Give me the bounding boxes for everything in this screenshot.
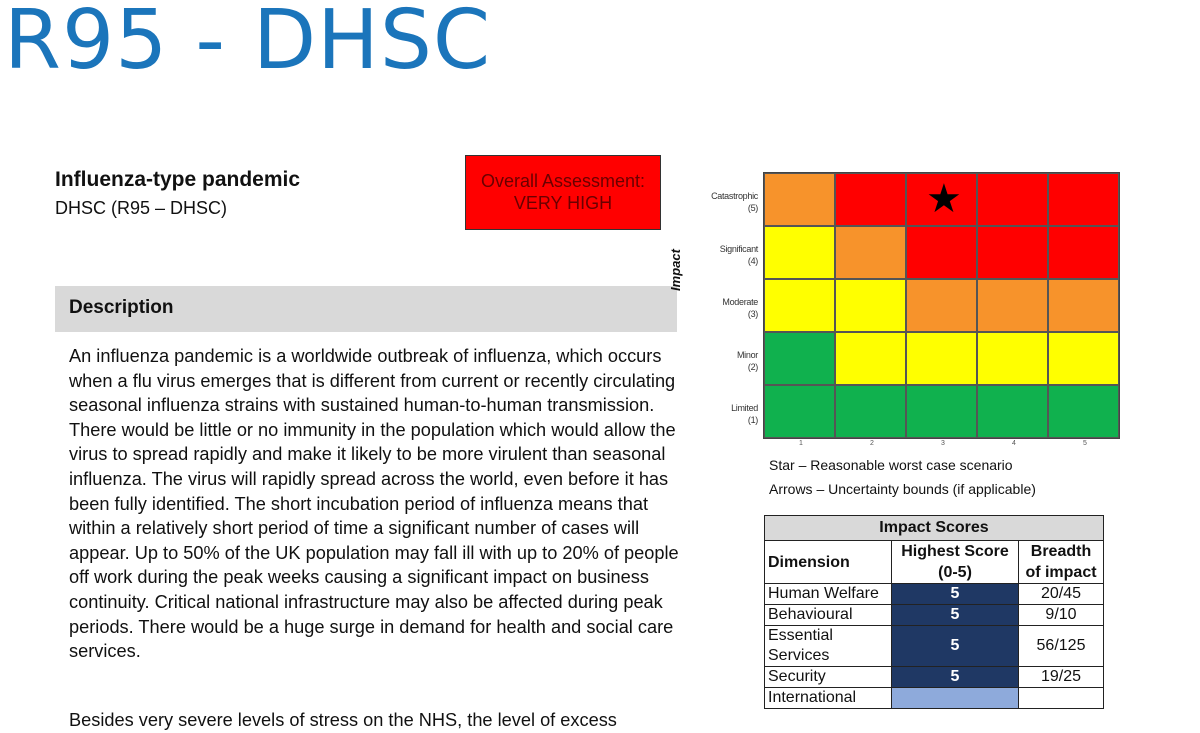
matrix-row-label [684, 402, 758, 426]
description-paragraph: An influenza pandemic is a worldwide outbreak of influenza, which occurs when a flu virus emerges that is different from current or recently circulating seasonal influenza strains with sustained human-to-human transmission. There would be little or no immunity in the population which would allow the virus to spread rapidly and make it likely to be more virulent than seasonal influenza. The virus will rapidly spread across the world, even before it has been fully identified. The short incubation period of influenza means that within a relatively short period of time a significant number of cases will appear. Up to 50% of the UK population may fall ill with up to 20% of people off work during the peak weeks causing a significant impact on business continuity. Critical national infrastructure may also be affected during peak periods. There would be a huge surge in demand for health and social care services. [69, 346, 679, 662]
breadth-cell: 9/10 [1019, 605, 1104, 626]
matrix-cell [835, 173, 906, 226]
matrix-row-label [684, 243, 758, 267]
header-dimension: Dimension [765, 541, 892, 584]
matrix-cell [977, 385, 1048, 438]
matrix-cell [764, 226, 835, 279]
breadth-cell [1019, 688, 1104, 709]
score-cell: 5 [892, 667, 1019, 688]
row-label-text: Significant [719, 244, 758, 254]
dimension-cell: International [765, 688, 892, 709]
matrix-row-label [684, 190, 758, 214]
overall-assessment-box [465, 155, 661, 230]
breadth-cell: 20/45 [1019, 584, 1104, 605]
matrix-cell [1048, 173, 1119, 226]
matrix-cell [764, 173, 835, 226]
table-row [765, 584, 1104, 605]
score-cell: 5 [892, 605, 1019, 626]
dimension-cell: Behavioural [765, 605, 892, 626]
matrix-cell [764, 385, 835, 438]
legend-star: Star – Reasonable worst case scenario [769, 457, 1013, 473]
row-label-score: (2) [747, 362, 758, 372]
matrix-cell [906, 385, 977, 438]
matrix-cell [1048, 226, 1119, 279]
dimension-cell: Essential Services [765, 626, 892, 667]
matrix-column-tick: 5 [1083, 440, 1087, 447]
overall-assessment-value: VERY HIGH [513, 193, 613, 213]
matrix-column-tick: 3 [941, 440, 945, 447]
matrix-cell [977, 279, 1048, 332]
matrix-cell [906, 332, 977, 385]
matrix-cell [977, 173, 1048, 226]
row-label-score: (4) [747, 256, 758, 266]
table-row [765, 626, 1104, 667]
risk-matrix [763, 172, 1120, 439]
matrix-column-tick: 2 [870, 440, 874, 447]
row-label-score: (1) [747, 415, 758, 425]
row-label-text: Minor [736, 350, 758, 360]
matrix-cell [764, 332, 835, 385]
row-label-score: (3) [747, 309, 758, 319]
matrix-cell [906, 279, 977, 332]
header-breadth: Breadth of impact [1019, 541, 1104, 584]
row-label-text: Catastrophic [711, 191, 758, 201]
row-label-score: (5) [747, 203, 758, 213]
matrix-row-label [684, 349, 758, 373]
row-label-text: Moderate [722, 297, 758, 307]
row-label-text: Limited [731, 403, 758, 413]
matrix-cell [835, 226, 906, 279]
matrix-cell [835, 385, 906, 438]
dimension-cell: Security [765, 667, 892, 688]
matrix-row-label [684, 296, 758, 320]
score-cell: 5 [892, 626, 1019, 667]
matrix-cell [835, 279, 906, 332]
dimension-cell: Human Welfare [765, 584, 892, 605]
table-row [765, 688, 1104, 709]
risk-title: Influenza-type pandemic [55, 168, 301, 191]
breadth-cell: 56/125 [1019, 626, 1104, 667]
matrix-cell [1048, 279, 1119, 332]
matrix-cell [1048, 385, 1119, 438]
breadth-cell: 19/25 [1019, 667, 1104, 688]
matrix-column-tick: 4 [1012, 440, 1016, 447]
matrix-cell [764, 279, 835, 332]
page-title: R95 - DHSC [4, 0, 492, 88]
score-cell [892, 688, 1019, 709]
matrix-cell [906, 226, 977, 279]
matrix-cell [977, 332, 1048, 385]
header-highest-score: Highest Score (0-5) [892, 541, 1019, 584]
matrix-cell [835, 332, 906, 385]
risk-subtitle: DHSC (R95 – DHSC) [55, 198, 228, 218]
overall-assessment-label: Overall Assessment: [480, 171, 646, 191]
impact-scores-caption: Impact Scores [765, 516, 1104, 541]
description-header: Description [55, 286, 677, 332]
matrix-cell [1048, 332, 1119, 385]
legend-arrows: Arrows – Uncertainty bounds (if applicable) [769, 481, 1036, 497]
table-row [765, 667, 1104, 688]
impact-axis-label: Impact [668, 249, 683, 291]
star-icon: ★ [926, 177, 962, 221]
matrix-column-tick: 1 [799, 440, 803, 447]
impact-scores-table [764, 515, 1104, 709]
matrix-cell [906, 173, 977, 226]
matrix-cell [977, 226, 1048, 279]
score-cell: 5 [892, 584, 1019, 605]
description-paragraph-continued: Besides very severe levels of stress on the NHS, the level of excess [69, 710, 617, 730]
table-row [765, 605, 1104, 626]
